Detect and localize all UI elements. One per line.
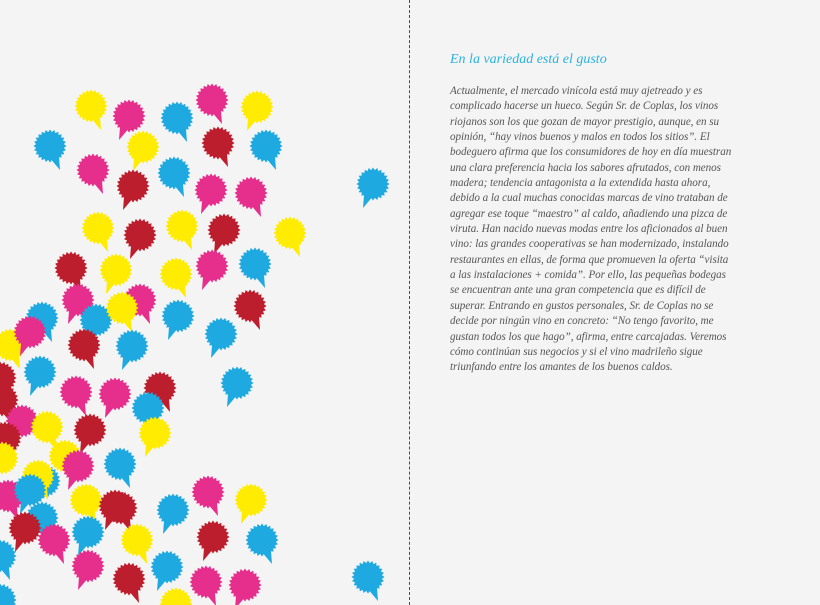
- right-page: [411, 0, 820, 605]
- speech-bubble-icon: [195, 174, 228, 215]
- speech-bubble-icon: [99, 378, 132, 419]
- speech-bubble-icon: [151, 551, 184, 592]
- speech-bubble-icon: [190, 566, 223, 605]
- speech-bubble-icon: [357, 168, 390, 209]
- speech-bubble-icon: [166, 210, 199, 251]
- speech-bubble-icon: [0, 540, 17, 581]
- speech-bubble-icon: [161, 102, 194, 143]
- speech-bubble-icon: [197, 521, 230, 562]
- speech-bubble-icon: [196, 84, 229, 125]
- speech-bubble-icon: [234, 290, 267, 331]
- speech-bubble-icon: [72, 550, 105, 591]
- speech-bubble-icon: [116, 330, 149, 371]
- speech-bubble-icon: [235, 484, 268, 525]
- speech-bubble-icon: [82, 212, 115, 253]
- speech-bubble-icon: [208, 214, 241, 255]
- speech-bubble-icon: [113, 563, 146, 604]
- speech-bubble-icon: [70, 484, 103, 525]
- speech-bubble-icon: [274, 217, 307, 258]
- speech-bubble-icon: [77, 154, 110, 195]
- speech-bubble-icon: [34, 130, 67, 171]
- speech-bubble-icon: [75, 90, 108, 131]
- speech-bubble-icon: [24, 356, 57, 397]
- speech-bubble-icon: [221, 367, 254, 408]
- speech-bubble-icon: [121, 524, 154, 565]
- speech-bubble-icon: [160, 258, 193, 299]
- speech-bubble-icon: [162, 300, 195, 341]
- speech-bubble-icon: [239, 248, 272, 289]
- speech-bubble-icon: [192, 476, 225, 517]
- speech-bubble-icon: [246, 524, 279, 565]
- speech-bubble-icon: [196, 250, 229, 291]
- speech-bubble-icon: [60, 376, 93, 417]
- speech-bubble-icon: [160, 588, 193, 605]
- speech-bubble-icon: [100, 254, 133, 295]
- speech-bubble-icon: [124, 219, 157, 260]
- speech-bubble-icon: [158, 157, 191, 198]
- article-title: En la variedad está el gusto: [450, 52, 607, 67]
- page-fold-line: [409, 0, 410, 605]
- speech-bubble-icon: [157, 494, 190, 535]
- speech-bubble-icon: [127, 131, 160, 172]
- speech-bubble-icon: [205, 318, 238, 359]
- speech-bubble-icon: [229, 569, 262, 605]
- speech-bubble-icon: [241, 91, 274, 132]
- article-body: Actualmente, el mercado vinícola está muy ajetreado y es complicado hacerse un hueco. Según Sr. de Coplas, los vinos riojanos son los que gozan de mayor prestigio, aunque, en su opinión, “hay vinos buenos y malos en todos los sitios”. El bodeguero afirma que los consumidores de hoy en día muestran una clara preferencia hacia los sabores afrutados, con menos madera; tendencia antagonista a la extendida hasta ahora, debido a la cual muchas conocidas marcas de vino trataban de agregar ese toque “maestro” al caldo, añadiendo una pizca de viruta. Han nacido nuevas modas entre los aficionados al buen vino: las grandes cooperativas se han modernizado, instalando restaurantes en ellas, de forma que promueven la oferta “visita a las instalaciones + comida”. Por ello, las pequeñas bodegas se encuentran ante una gran competencia que es difícil de superar. Entrando en gustos personales, Sr. de Coplas no se decide por ningún vino en concreto: “No tengo favorito, me gustan todos los que hago”, afirma, entre carcajadas. Veremos cómo continúan sus negocios y si el vino madrileño sigue triunfando entre los amantes de los buenos caldos.: [450, 85, 732, 374]
- speech-bubble-icon: [235, 177, 268, 218]
- speech-bubble-icon: [202, 127, 235, 168]
- speech-bubble-icon: [250, 130, 283, 171]
- speech-bubble-icon: [0, 584, 17, 605]
- speech-bubble-icon: [352, 561, 385, 602]
- speech-bubble-icon: [104, 448, 137, 489]
- speech-bubble-icon: [117, 170, 150, 211]
